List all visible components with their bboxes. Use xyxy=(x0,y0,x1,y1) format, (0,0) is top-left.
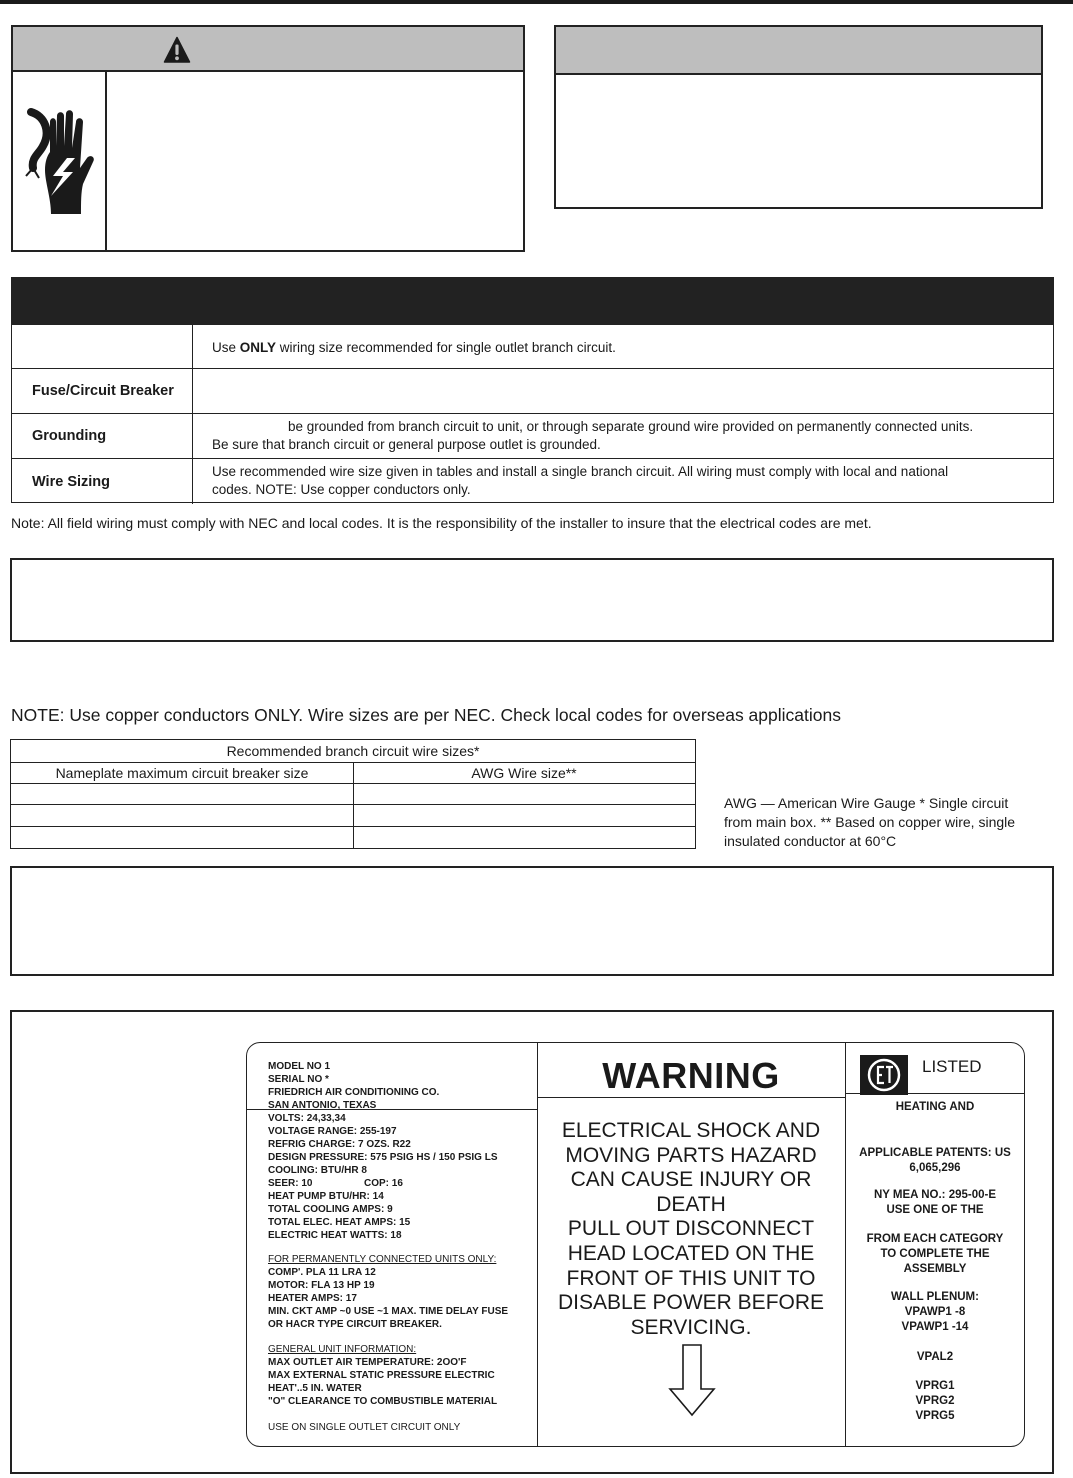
spec-line: HEAT'..5 IN. WATER xyxy=(268,1383,362,1394)
wire-table-col2-header: AWG Wire size** xyxy=(471,765,577,781)
hazard-line: MOVING PARTS HAZARD xyxy=(565,1143,817,1167)
spec-line: TOTAL ELEC. HEAT AMPS: 15 xyxy=(268,1217,411,1228)
hazard-line: ELECTRICAL SHOCK AND xyxy=(561,1119,821,1142)
etl-listed-logo-icon xyxy=(860,1055,908,1095)
hazard-line: DISABLE POWER BEFORE xyxy=(557,1291,825,1315)
warning-box xyxy=(11,25,525,252)
hazard-line: HEAD LOCATED ON THE xyxy=(567,1241,815,1265)
hazard-line: DEATH xyxy=(656,1192,726,1216)
electrical-requirements-table xyxy=(11,277,1054,503)
row-label: Fuse/Circuit Breaker xyxy=(32,383,174,399)
electric-shock-hand-icon xyxy=(21,106,101,216)
vprg-block xyxy=(845,1379,1025,1424)
spec-line: VOLTS: 24,33,34 xyxy=(268,1113,346,1124)
spec-line: "O" CLEARANCE TO COMBUSTIBLE MATERIAL xyxy=(268,1396,498,1407)
row-label: Wire Sizing xyxy=(32,473,111,490)
seer-value: SEER: 10 xyxy=(268,1178,313,1189)
category-block xyxy=(845,1232,1025,1277)
row-label: Grounding xyxy=(32,428,107,444)
right-line: VPRG2 xyxy=(915,1395,955,1407)
spec-line: TOTAL COOLING AMPS: 9 xyxy=(268,1204,393,1215)
row-label-cell xyxy=(12,459,193,504)
hazard-line: SERVICING. xyxy=(630,1315,752,1339)
serial-number: SERIAL NO * xyxy=(268,1074,329,1085)
patents-block xyxy=(845,1146,1025,1176)
spec-line: ELECTRIC HEAT WATTS: 18 xyxy=(268,1230,402,1241)
right-line: NY MEA NO.: 295-00-E xyxy=(873,1189,997,1201)
right-line: WALL PLENUM: xyxy=(891,1291,979,1303)
manufacturer: FRIEDRICH AIR CONDITIONING CO. xyxy=(268,1087,440,1098)
spec-line: MAX OUTLET AIR TEMPERATURE: 2OO'F xyxy=(268,1357,467,1368)
row-label-cell xyxy=(12,414,193,458)
right-line: VPAL2 xyxy=(916,1351,954,1363)
manufacturer-location: SAN ANTONIO, TEXAS xyxy=(268,1100,377,1111)
unit-nameplate xyxy=(246,1042,1025,1447)
spec-line: COMP'. PLA 11 LRA 12 xyxy=(268,1267,376,1278)
right-line: FROM EACH CATEGORY xyxy=(866,1233,1004,1245)
spec-line: MAX EXTERNAL STATIC PRESSURE ELECTRIC xyxy=(268,1370,495,1381)
row-text-emphasis: ONLY xyxy=(239,340,277,355)
table-row xyxy=(12,368,1053,413)
row-text xyxy=(212,339,616,357)
hazard-statement xyxy=(537,1119,845,1340)
row-text: Be sure that branch circuit or general purpose outlet is grounded. xyxy=(212,437,601,452)
spec-line: MIN. CKT AMP ~0 USE ~1 MAX. TIME DELAY FUSE xyxy=(268,1306,509,1317)
down-arrow-icon xyxy=(668,1343,716,1417)
spec-line: VOLTAGE RANGE: 255-197 xyxy=(268,1126,397,1137)
electrical-table-header xyxy=(12,278,1053,324)
warning-header xyxy=(13,27,523,72)
row-text-part: wiring size recommended for single outlet branch circuit. xyxy=(276,340,616,355)
caution-box xyxy=(554,25,1043,209)
model-number: MODEL NO 1 xyxy=(268,1061,331,1072)
wire-table-title: Recommended branch circuit wire sizes* xyxy=(226,743,480,759)
spec-line: MOTOR: FLA 13 HP 19 xyxy=(268,1280,375,1291)
right-line: VPRG5 xyxy=(915,1410,955,1422)
spec-line: HEATER AMPS: 17 xyxy=(268,1293,357,1304)
wall-plenum-block xyxy=(845,1290,1025,1335)
notice-box xyxy=(10,866,1054,976)
warning-triangle-icon xyxy=(163,36,191,64)
vpal-block xyxy=(845,1350,1025,1365)
right-line: 6,065,296 xyxy=(909,1162,961,1174)
right-line: APPLICABLE PATENTS: US xyxy=(859,1147,1011,1159)
ny-mea-block xyxy=(845,1188,1025,1218)
right-line: VPAWP1 -14 xyxy=(901,1321,969,1333)
field-wiring-note: Note: All field wiring must comply with NEC and local codes. It is the responsibility of the installer to insure that the electrical codes are met. xyxy=(11,515,872,531)
table-row xyxy=(12,458,1053,504)
plate-divider xyxy=(537,1097,845,1098)
table-row xyxy=(12,413,1053,458)
spec-line: DESIGN PRESSURE: 575 PSIG HS / 150 PSIG LS xyxy=(268,1152,498,1163)
spec-line: OR HACR TYPE CIRCUIT BREAKER. xyxy=(268,1319,442,1330)
right-line: VPRG1 xyxy=(915,1380,955,1392)
caution-header xyxy=(556,27,1041,75)
single-outlet-note: USE ON SINGLE OUTLET CIRCUIT ONLY xyxy=(268,1422,461,1433)
wire-size-table xyxy=(10,739,696,849)
table-row xyxy=(12,324,1053,368)
heating-and-label: HEATING AND xyxy=(895,1101,975,1113)
row-text: codes. NOTE: Use copper conductors only. xyxy=(212,482,471,497)
permanent-units-heading: FOR PERMANENTLY CONNECTED UNITS ONLY: xyxy=(268,1254,497,1265)
hazard-line: FRONT OF THIS UNIT TO xyxy=(566,1266,816,1290)
spec-line: HEAT PUMP BTU/HR: 14 xyxy=(268,1191,384,1202)
right-line: TO COMPLETE THE xyxy=(880,1248,990,1260)
listed-label: LISTED xyxy=(922,1057,982,1076)
right-line: VPAWP1 -8 xyxy=(904,1306,966,1318)
right-line: USE ONE OF THE xyxy=(886,1204,984,1216)
hazard-line: CAN CAUSE INJURY OR xyxy=(570,1168,812,1192)
row-text: be grounded from branch circuit to unit, or through separate ground wire provided on permanently connected units. xyxy=(288,419,974,434)
row-label-cell xyxy=(12,369,193,413)
row-text-part: Use xyxy=(212,340,240,355)
row-text: Use recommended wire size given in tables and install a single branch circuit. All wiring must comply with local and national xyxy=(212,464,949,479)
top-rule xyxy=(0,0,1073,4)
spec-line: REFRIG CHARGE: 7 OZS. R22 xyxy=(268,1139,411,1150)
shock-icon-cell xyxy=(13,72,107,250)
row-label-cell xyxy=(12,325,193,368)
cop-value: COP: 16 xyxy=(364,1178,403,1189)
awg-footnote: AWG — American Wire Gauge * Single circuit from main box. ** Based on copper wire, single insulated conductor at 60°C xyxy=(724,795,1016,849)
table-column-divider xyxy=(353,762,354,848)
right-line: ASSEMBLY xyxy=(903,1263,967,1275)
copper-conductors-note: NOTE: Use copper conductors ONLY. Wire sizes are per NEC. Check local codes for overseas applications xyxy=(11,705,841,725)
wire-table-col1-header: Nameplate maximum circuit breaker size xyxy=(55,765,309,781)
general-info-heading: GENERAL UNIT INFORMATION: xyxy=(268,1344,417,1355)
hazard-line: PULL OUT DISCONNECT xyxy=(567,1217,815,1241)
warning-title: WARNING xyxy=(602,1055,780,1096)
spec-line: COOLING: BTU/HR 8 xyxy=(268,1165,367,1176)
notice-box xyxy=(10,558,1054,642)
